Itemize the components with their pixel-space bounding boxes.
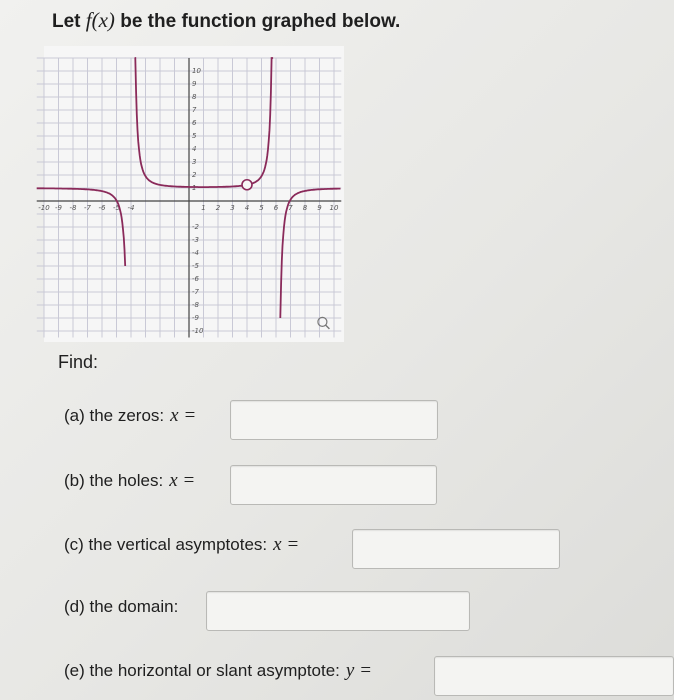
question-va-label: (c) the vertical asymptotes:: [64, 535, 268, 554]
x-tick-label: 4: [244, 204, 250, 212]
y-tick-label: -2: [192, 223, 199, 231]
title-function: f(x): [85, 8, 115, 32]
y-tick-label: 4: [192, 145, 197, 153]
y-tick-label: 6: [192, 119, 197, 127]
question-zeros-label: (a) the zeros:: [64, 406, 165, 425]
question-va-var: x: [273, 534, 282, 555]
y-tick-label: 2: [192, 171, 197, 179]
x-tick-label: 7: [288, 204, 293, 212]
domain-answer-input[interactable]: [206, 591, 470, 631]
x-tick-label: -5: [113, 204, 120, 212]
y-tick-label: 10: [192, 67, 201, 75]
y-tick-label: 1: [192, 184, 197, 192]
y-tick-label: -7: [192, 288, 199, 296]
question-va-eq: =: [287, 534, 299, 555]
title-prefix: Let: [52, 11, 81, 32]
x-tick-label: 10: [329, 204, 339, 212]
horizontal-asymptote-answer-input[interactable]: [434, 656, 674, 696]
problem-title: [52, 8, 400, 33]
question-zeros: [64, 405, 201, 427]
question-ha-label: (e) the horizontal or slant asymptote:: [64, 661, 340, 680]
question-ha-eq: =: [360, 660, 372, 681]
y-tick-label: 3: [192, 158, 197, 166]
y-tick-label: -5: [192, 262, 199, 270]
hole-marker: [242, 180, 252, 190]
question-domain: [64, 597, 178, 617]
y-tick-label: -3: [192, 236, 199, 244]
zeros-answer-input[interactable]: [230, 400, 438, 440]
x-tick-label: 9: [317, 204, 322, 212]
question-domain-label: (d) the domain:: [64, 597, 179, 616]
find-label: Find:: [58, 352, 99, 372]
x-tick-label: 3: [230, 204, 235, 212]
title-suffix: be the function graphed below.: [120, 11, 401, 32]
x-tick-label: 2: [215, 204, 221, 212]
y-tick-label: -6: [192, 275, 199, 283]
x-tick-label: 1: [201, 204, 206, 212]
question-holes-var: x: [169, 470, 178, 491]
x-tick-label: 8: [302, 204, 308, 212]
question-vertical-asymptotes: [64, 534, 304, 556]
x-tick-label: -7: [84, 204, 91, 212]
y-tick-label: 8: [192, 93, 197, 101]
question-zeros-var: x: [170, 405, 179, 426]
function-graph: [38, 46, 344, 342]
y-tick-label: -10: [192, 327, 204, 335]
x-tick-label: -9: [55, 204, 62, 212]
x-tick-label: 6: [273, 204, 279, 212]
question-holes-eq: =: [183, 470, 195, 491]
y-tick-label: -9: [192, 314, 199, 322]
question-holes: [64, 470, 200, 492]
x-tick-label: -4: [127, 204, 135, 212]
x-tick-label: -10: [38, 204, 50, 212]
y-tick-label: 9: [192, 80, 197, 88]
y-tick-label: -4: [192, 249, 199, 257]
question-horizontal-asymptote: [64, 660, 377, 682]
vertical-asymptotes-answer-input[interactable]: [352, 529, 560, 569]
y-tick-label: 7: [192, 106, 197, 114]
x-tick-label: -6: [98, 204, 106, 212]
question-ha-var: y: [345, 660, 355, 681]
x-tick-label: -8: [69, 204, 77, 212]
holes-answer-input[interactable]: [230, 465, 437, 505]
question-zeros-eq: =: [184, 405, 196, 426]
y-tick-label: -8: [192, 301, 199, 309]
x-tick-label: 5: [259, 204, 264, 212]
question-holes-label: (b) the holes:: [64, 471, 164, 490]
y-tick-label: 5: [192, 132, 197, 140]
